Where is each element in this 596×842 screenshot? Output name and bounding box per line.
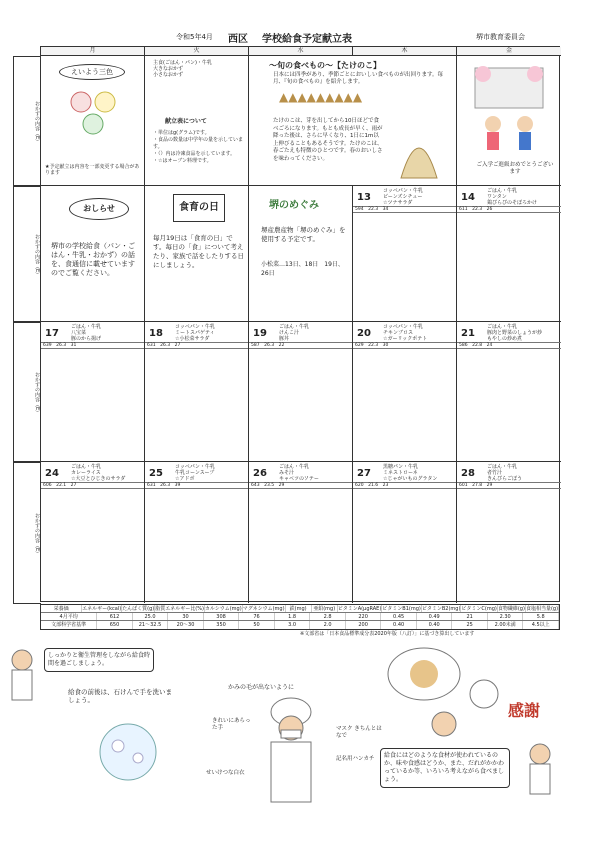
menu-item: ☆じゃがいものグラタン — [383, 476, 438, 482]
menu-item: きんぴらごぼう — [487, 476, 523, 482]
menu-item: ワンタン — [487, 194, 507, 200]
week4-thu — [353, 462, 457, 603]
table-header: 鉄(mg) — [286, 605, 312, 612]
nutrition-row: 631 26.3 39 — [145, 482, 248, 489]
legend-point: ・食品の数量は中学年の量を示しています。 — [153, 137, 244, 150]
thanks-text: 感謝 — [508, 701, 541, 720]
table-cell: 25.0 — [133, 613, 169, 620]
table-cell: 5.8 — [523, 613, 559, 620]
page-header — [0, 30, 596, 44]
legend-main: 大きなおかず — [153, 66, 184, 72]
district-label: 西区 — [228, 34, 248, 45]
table-header: 食塩相当量(g) — [525, 606, 559, 612]
menu-item: 者竹汁 — [487, 470, 503, 476]
table-cell: 220 — [346, 613, 382, 620]
nutrition-row: 601 27.8 29 — [457, 482, 561, 489]
nutrition-row: 631 26.3 27 — [145, 342, 248, 349]
sakai-megumi-logo: 堺のめぐみ — [269, 200, 319, 211]
menu-item: ☆ツナサラダ — [383, 200, 413, 206]
menu-item: ごはん・牛乳 — [71, 464, 102, 470]
handwash-illustration — [88, 712, 168, 792]
day-number: 25 — [149, 468, 163, 479]
day-number: 28 — [461, 468, 475, 479]
table-header: ビタミンA(μgRAE) — [337, 606, 382, 612]
menu-item: コッペパン・牛乳 — [175, 464, 215, 470]
nutrition-row: 587 26.3 22 — [249, 342, 352, 349]
menu-item: 鶏ぴらぴのそぼろかけ — [487, 200, 538, 206]
menu-item: ☆小松菜サラダ — [175, 336, 210, 342]
week-1 — [34, 55, 561, 185]
side-label: おかずの内容（E） — [13, 56, 41, 186]
week1-fri — [457, 56, 561, 185]
table-cell: 2.00未満 — [488, 621, 524, 629]
menu-list — [279, 464, 319, 482]
week1-tue — [145, 56, 249, 185]
chef-illustration — [520, 740, 560, 800]
food-groups-illustration — [67, 86, 119, 146]
menu-item: 八宝菜 — [71, 330, 87, 336]
bamboo-shoot-icons: ▲▲▲▲▲▲▲▲▲ — [279, 90, 363, 104]
menu-item: キャベツのソテー — [279, 476, 319, 482]
menu-item: 豚のから揚げ — [71, 336, 102, 342]
legend-side: 小さなおかず — [153, 72, 184, 78]
issuer-label: 堺市教育委員会 — [476, 33, 525, 41]
week1-wed-thu — [249, 56, 457, 185]
nutrition-footnote: ※文部省は「日本食品標準成分表2020年版（八訂）」に基づき算出しています — [300, 631, 475, 637]
week4-wed — [249, 462, 353, 603]
menu-list — [279, 324, 309, 342]
day-number: 14 — [461, 192, 475, 203]
menu-list — [487, 464, 522, 482]
table-cell: 2.0 — [310, 621, 346, 629]
table-header: ビタミンB1(mg) — [382, 606, 421, 612]
table-cell: 25 — [452, 621, 488, 629]
menu-list — [71, 324, 101, 342]
nutritionist-illustration — [4, 648, 40, 708]
label-handkerchief: 記名用ハンカチ — [336, 756, 375, 762]
nutrition-row: 629 22.3 30 — [353, 342, 456, 349]
table-header: マグネシウム(mg) — [242, 606, 285, 612]
table-header: 食物繊維(g) — [497, 606, 525, 612]
nutrition-row: 611 22.3 26 — [457, 206, 561, 213]
day-number: 27 — [357, 468, 371, 479]
table-header: 亜鉛(mg) — [312, 605, 338, 612]
menu-item: ☆ガーリックポテト — [383, 336, 428, 342]
motto-oval: えいよう三色 — [59, 64, 125, 80]
label-white-coat: せいけつな白衣 — [206, 770, 245, 776]
week2-fri — [457, 186, 561, 321]
menu-item: ごはん・牛乳 — [487, 324, 518, 330]
table-cell: 1.8 — [275, 613, 311, 620]
notice-badge: おしらせ — [69, 198, 129, 220]
table-cell: 50 — [239, 621, 275, 629]
table-header: ビタミンC(mg) — [461, 606, 497, 612]
table-cell: 0.40 — [417, 621, 453, 629]
table-header: 栄養価 — [41, 605, 82, 612]
menu-item: ごはん・牛乳 — [279, 464, 310, 470]
seasonal-intro: 日本には四季があり、季節ごとにおいしい食べものが出回ります。毎月、『旬の食べもの』を紹介します。 — [273, 72, 444, 85]
menu-item: ミネストローネ — [383, 470, 418, 476]
side-label: おかずの内容（E） — [13, 186, 41, 322]
week2-wed — [249, 186, 353, 321]
legend-point: ・（）内は冷凍食品を示しています。 — [153, 151, 236, 157]
menu-item: コッペパン・牛乳 — [383, 324, 423, 330]
day-fri: 金 — [457, 47, 561, 55]
nutrition-row: 606 22.1 27 — [41, 482, 144, 489]
week-4 — [34, 461, 561, 603]
menu-item: 牛乳コーンスープ — [175, 470, 215, 476]
day-thu: 木 — [353, 47, 457, 55]
day-number: 13 — [357, 192, 371, 203]
table-cell: 文部科学省基準 — [41, 621, 97, 629]
table-cell: 76 — [239, 613, 275, 620]
week3-tue — [145, 322, 249, 461]
nutrition-header-row — [41, 605, 559, 613]
table-cell: 2.30 — [488, 613, 524, 620]
menu-item: ビーンズシチュー — [383, 194, 423, 200]
day-wed: 水 — [249, 47, 353, 55]
welcome-text: ご入学ご進級おめでとうございます — [476, 162, 554, 175]
menu-list — [71, 464, 125, 482]
table-cell: 308 — [204, 613, 240, 620]
week2-tue — [145, 186, 249, 321]
page-title: 学校給食予定献立表 — [262, 34, 352, 45]
table-cell: 0.40 — [381, 621, 417, 629]
table-cell: 2.8 — [310, 613, 346, 620]
table-header: カルシウム(mg) — [204, 606, 242, 612]
menu-item: カレーライス — [71, 470, 101, 476]
menu-item: ごはん・牛乳 — [71, 324, 102, 330]
uniform-child-illustration — [246, 694, 336, 832]
table-header: たんぱく質(g) — [122, 606, 155, 612]
menu-item: ☆大豆とひじきのサラダ — [71, 476, 126, 482]
food-education-text: 毎月19日は「食育の日」です。毎日の「食」について考えたり、家族で話をしたりする日にしましょう。 — [153, 234, 244, 269]
menu-item: ミートスパゲティ — [175, 330, 215, 336]
table-cell: 612 — [97, 613, 133, 620]
table-cell: 650 — [97, 621, 133, 629]
table-cell: 30 — [168, 613, 204, 620]
day-mon: 月 — [41, 47, 145, 55]
menu-item: けんこ汁 — [279, 330, 300, 336]
menu-list — [175, 464, 215, 482]
week2-mon — [41, 186, 145, 321]
day-number: 24 — [45, 468, 59, 479]
nutrition-row: 643 23.5 29 — [249, 482, 352, 489]
table-cell: 0.45 — [381, 613, 417, 620]
table-cell: 3.0 — [275, 621, 311, 629]
menu-list — [487, 188, 537, 206]
menu-list — [383, 324, 427, 342]
menu-item: 豚肉と野菜のしょうが炒 — [487, 330, 543, 336]
day-number: 20 — [357, 328, 371, 339]
nutrition-row-standard — [41, 621, 559, 629]
menu-list — [383, 188, 423, 206]
table-header: ビタミンB2(mg) — [421, 606, 461, 612]
nutrition-row-average — [41, 613, 559, 621]
menu-item: もやしの炒め煮 — [487, 336, 523, 342]
food-education-day-badge: 食育の日 — [173, 194, 225, 222]
menu-item: チキンブロス — [383, 330, 413, 336]
day-number: 18 — [149, 328, 163, 339]
plan-note: ★予定献立は内容を一部変更する場合があります — [45, 164, 140, 176]
week4-tue — [145, 462, 249, 603]
menu-list — [175, 324, 215, 342]
menu-item: コッペパン・牛乳 — [383, 188, 423, 194]
sakai-megumi-text: 堺産農産物「堺のめぐみ」を使用する予定です。 — [261, 226, 346, 243]
handwash-caption: 給食の前後は、石けんで手を洗いましょう。 — [68, 688, 172, 704]
label-mask: マスク きちんとはなで — [336, 726, 382, 739]
notice-text: 堺市の学校給食（パン・ごはん・牛乳・おかず）の話を、食通信に載せていますのでご覧ください。 — [51, 242, 135, 277]
seasonal-body: たけのこは、芽を出してから10日ほどで食べごろになります。もとも成長が早く、雨が降った後は、さらに早くなり、1日に1m以上伸びることもあるそうです。たけのこは、春ごたえも特徴のひとつです。春のおいしさを味わってください。 — [273, 118, 383, 162]
table-cell: 0.49 — [417, 613, 453, 620]
menu-item: ☆アドボ — [175, 476, 195, 482]
thinking-food-illustration — [384, 644, 504, 744]
uniform-title: かみの毛が出ないように — [228, 684, 295, 691]
menu-item: ごはん・牛乳 — [279, 324, 310, 330]
table-cell: 350 — [204, 621, 240, 629]
table-cell: 21〜32.5 — [133, 621, 169, 629]
table-cell: 20〜30 — [168, 621, 204, 629]
label-clean-hands: きれいにあらった手 — [212, 718, 251, 731]
week3-fri — [457, 322, 561, 461]
nutrition-row: 620 21.6 23 — [353, 482, 456, 489]
menu-item: 豚丼 — [279, 336, 290, 342]
table-cell: 21 — [452, 613, 488, 620]
table-cell: 4.5以上 — [523, 621, 559, 629]
menu-item: 黒糖パン・牛乳 — [383, 464, 419, 470]
menu-item: みそ汁 — [279, 470, 295, 476]
week-2 — [34, 185, 561, 321]
menu-list — [383, 464, 437, 482]
nutrition-row: 586 22.8 24 — [457, 342, 561, 349]
school-entrance-illustration — [469, 64, 549, 156]
menu-item: コッペパン・牛乳 — [175, 324, 215, 330]
nutrition-table — [40, 604, 560, 630]
menu-item: ごはん・牛乳 — [487, 188, 518, 194]
day-number: 21 — [461, 328, 475, 339]
menu-list — [487, 324, 542, 342]
day-number: 19 — [253, 328, 267, 339]
nutrition-row: 594 22.3 34 — [353, 206, 456, 213]
week4-fri — [457, 462, 561, 603]
era-label: 令和5年4月 — [176, 33, 213, 41]
legend-point: ・単位はg(グラム)です。 — [153, 130, 210, 136]
legend-point: ・☆はオーブン料理です。 — [153, 158, 212, 164]
table-cell: 200 — [346, 621, 382, 629]
week3-thu — [353, 322, 457, 461]
speech-bubble-hygiene: しっかりと衛生管理をしながら給食時間を過ごしましょう。 — [44, 648, 154, 672]
bamboo-shoot-image — [391, 118, 447, 182]
week2-thu — [353, 186, 457, 321]
day-number: 26 — [253, 468, 267, 479]
side-label: おかずの内容（E） — [13, 462, 41, 604]
week4-mon — [41, 462, 145, 603]
day-number: 17 — [45, 328, 59, 339]
day-tue: 火 — [145, 47, 249, 55]
menu-grid — [34, 46, 560, 602]
week1-mon — [41, 56, 145, 185]
legend-staple: 主食(ごはん・パン)・牛乳 — [153, 60, 212, 66]
speech-bubble-reflect: 給食にはどのような食材が使われているのか、味や食感はどうか、また、だれがかかわっているか等、いろいろ考えながら食べましょう。 — [380, 748, 510, 788]
table-cell: 4月平均 — [41, 613, 97, 620]
legend-title: 献立表について — [165, 118, 207, 125]
table-header: 脂質エネルギー比(%) — [155, 606, 204, 612]
side-label: おかずの内容（E） — [13, 322, 41, 462]
menu-item: ごはん・牛乳 — [487, 464, 518, 470]
nutrition-row: 639 26.3 31 — [41, 342, 144, 349]
bottom-section — [0, 640, 596, 842]
week3-mon — [41, 322, 145, 461]
week3-wed — [249, 322, 353, 461]
table-header: エネルギー(kcal) — [82, 606, 122, 612]
sakai-megumi-dates: 小松菜…13日、18日 19日、26日 — [261, 261, 344, 277]
week-3 — [34, 321, 561, 461]
seasonal-title: 〜旬の食べもの〜【たけのこ】 — [269, 61, 381, 70]
